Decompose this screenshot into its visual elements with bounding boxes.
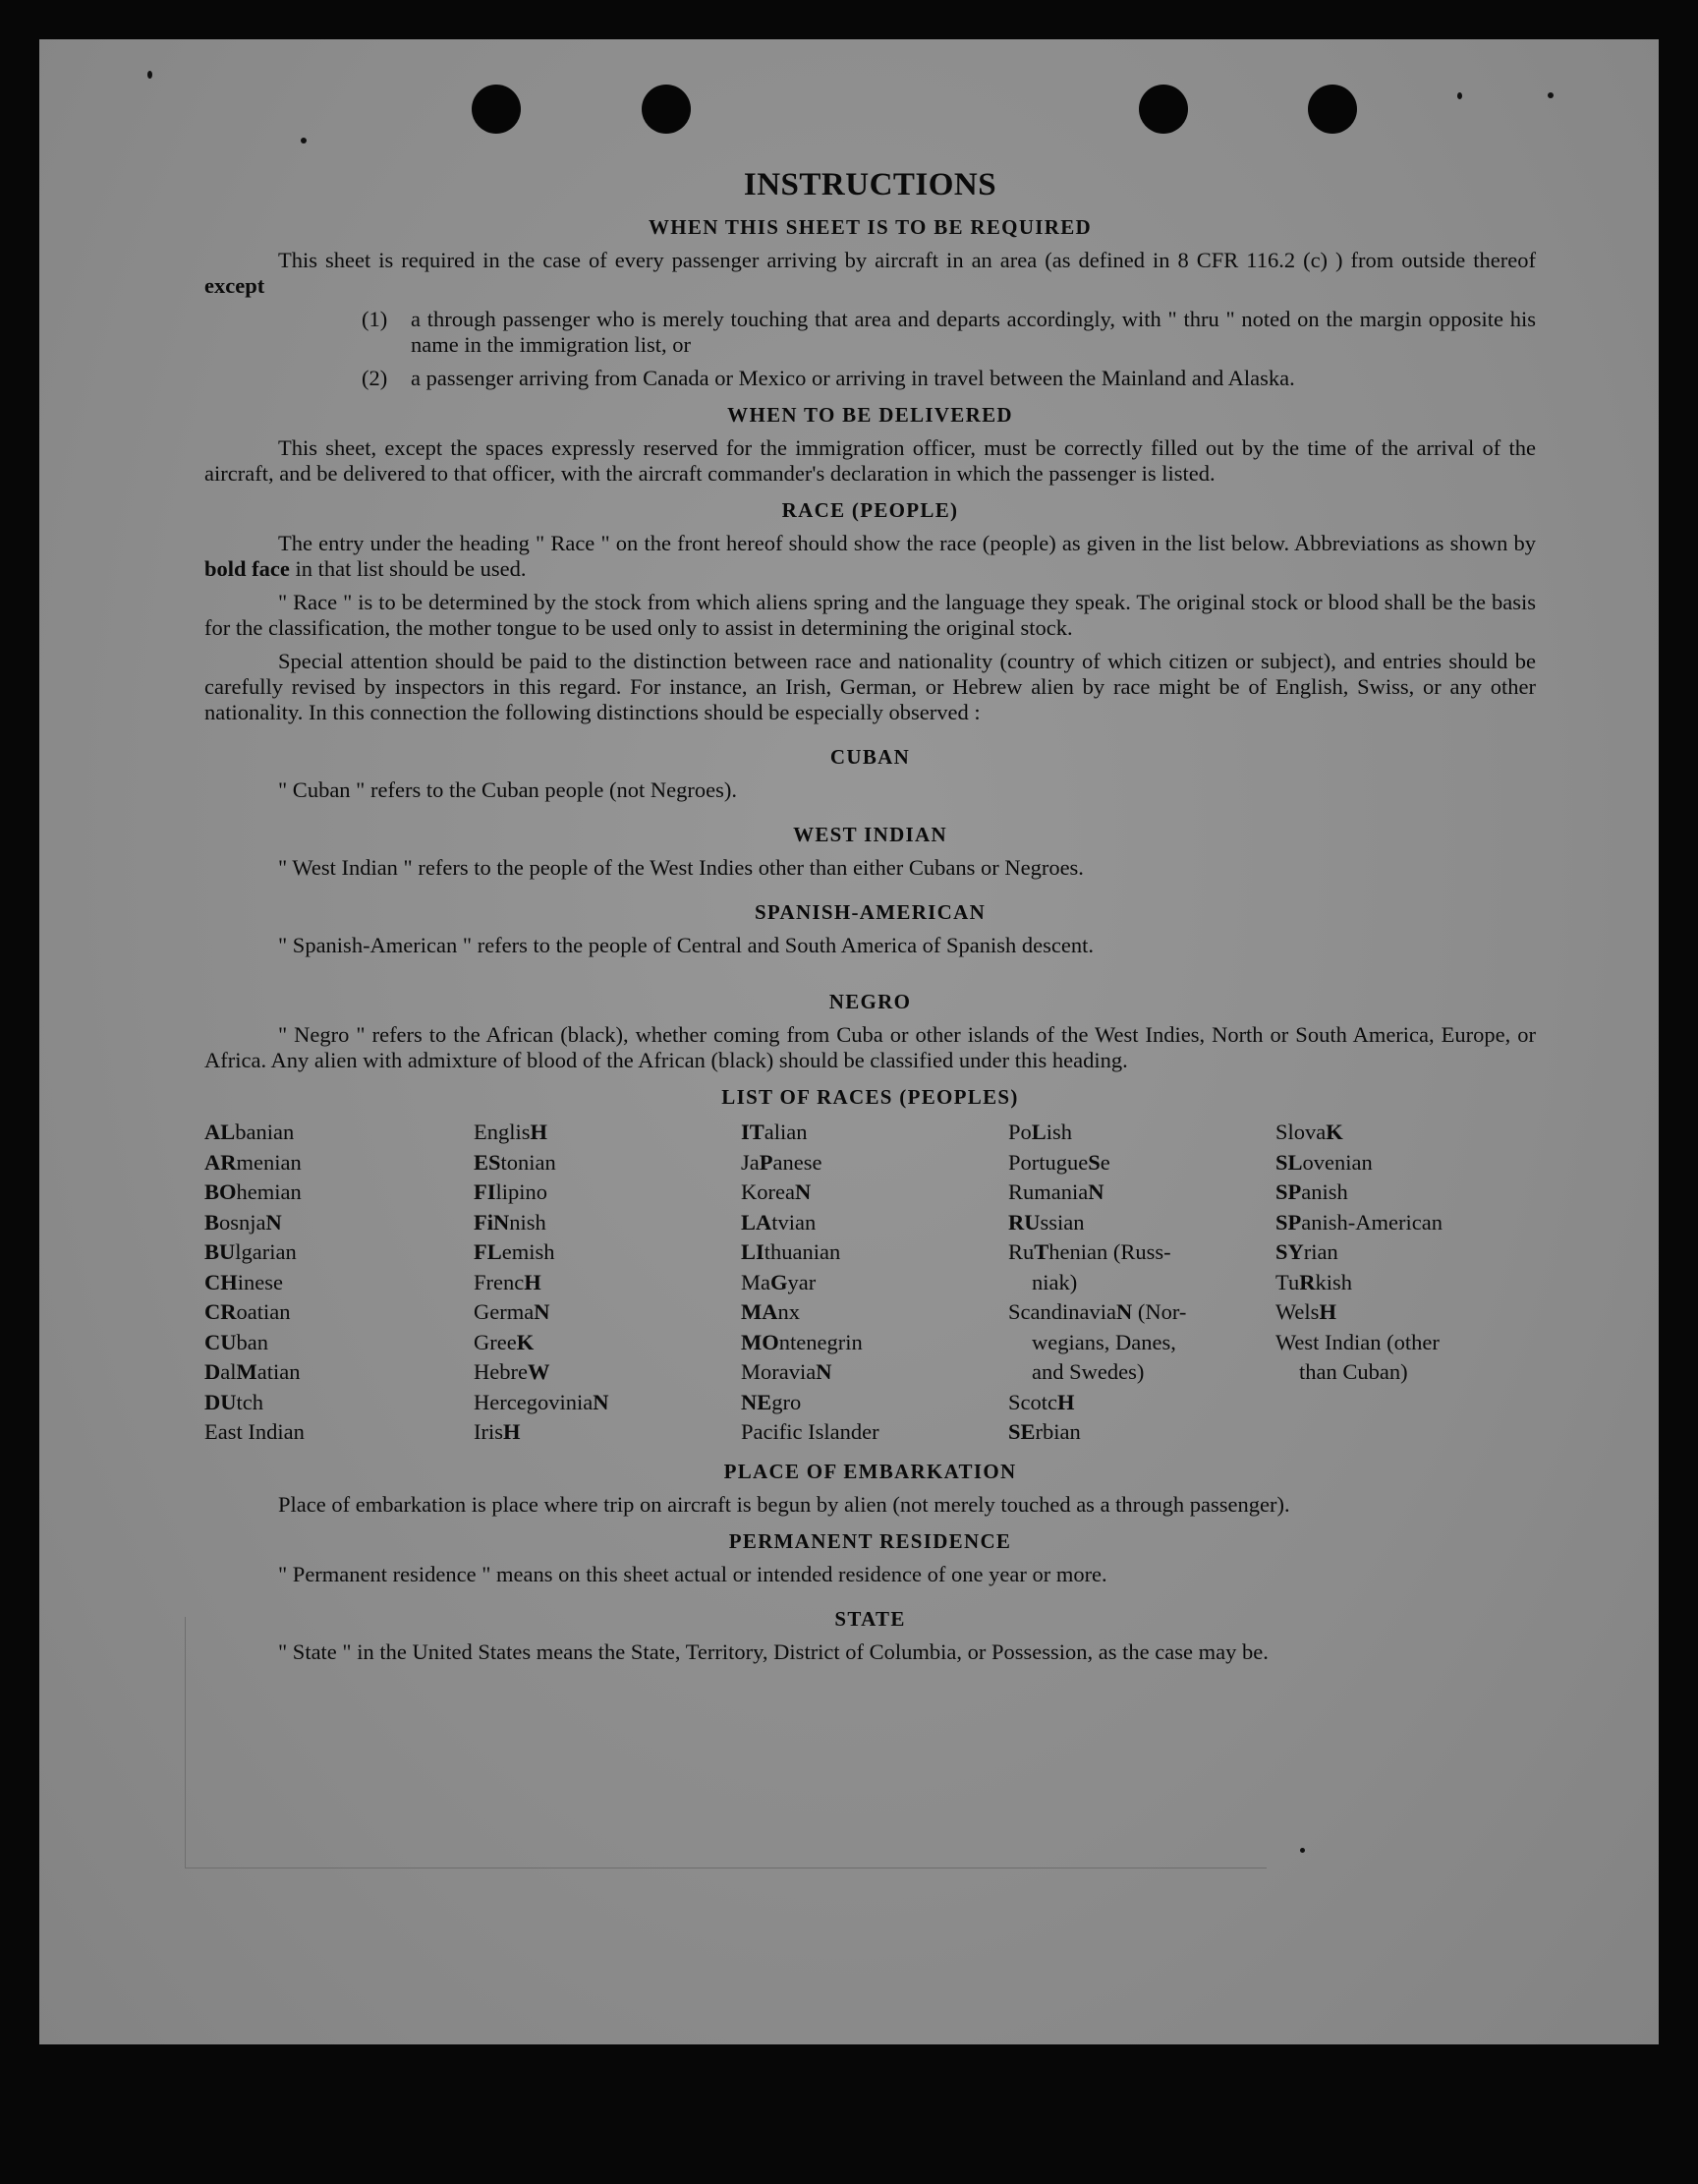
race-entry: ITalian [741,1120,808,1144]
race-entry: FiNnish [474,1209,546,1235]
race-entry: CRoatian [204,1299,291,1324]
race-entry: than Cuban) [1299,1359,1408,1384]
punch-hole [642,85,691,134]
paragraph-when-required: This sheet is required in the case of every passenger arriving by aircraft in an area (as defined in 8 CFR 116.2 (c) ) from outside thereof except [204,248,1536,298]
race-entry: niak) [1032,1269,1078,1294]
paragraph-west-indian: " West Indian " refers to the people of the West Indies other than either Cubans or Negroes. [278,855,1084,880]
heading-embarkation: PLACE OF EMBARKATION [723,1459,1017,1483]
race-entry: PortugueSe [1008,1149,1110,1175]
paragraph-residence: " Permanent residence " means on this sheet actual or intended residence of one year or more. [278,1561,1107,1586]
race-entry: EnglisH [474,1120,548,1144]
race-entry: wegians, Danes, [1032,1329,1176,1354]
race-entry: RumaniaN [1008,1179,1104,1204]
race-entry: SPanish [1275,1179,1348,1204]
speck [1457,92,1462,99]
punch-hole [472,85,521,134]
race-entry: ARmenian [204,1149,302,1175]
race-entry: East Indian [204,1419,305,1444]
race-entry: SLovenian [1275,1149,1373,1175]
race-entry: KoreaN [741,1179,812,1204]
race-entry: PoLish [1008,1120,1073,1144]
instructions-body [204,169,1536,1665]
race-entry: BOhemian [204,1179,302,1204]
race-entry: SYrian [1275,1239,1338,1264]
race-entry: SErbian [1008,1419,1081,1444]
race-entry: ScotcH [1008,1389,1075,1414]
paragraph-spanish-american: " Spanish-American " refers to the people of Central and South America of Spanish descent. [278,933,1095,957]
races-table [204,1118,1536,1448]
race-entry: SlovaK [1275,1120,1343,1144]
punch-hole [1308,85,1357,134]
race-entry: ScandinaviaN (Nor- [1008,1299,1187,1324]
heading-when-delivered: WHEN TO BE DELIVERED [727,403,1013,427]
race-entry: IrisH [474,1419,521,1444]
race-entry: FIlipino [474,1179,548,1204]
race-entry: Pacific Islander [741,1419,879,1444]
race-entry: FrencH [474,1269,541,1294]
race-entry: HercegoviniaN [474,1389,609,1414]
speck [147,71,152,79]
paragraph-cuban: " Cuban " refers to the Cuban people (not Negroes). [278,777,737,802]
document-page [39,39,1659,2044]
speck [1548,92,1554,98]
heading-negro: NEGRO [828,990,912,1013]
paragraph-when-delivered: This sheet, except the spaces expressly reserved for the immigration officer, must be correctly filled out by the time of the arrival of the aircraft, and be delivered to that officer, with the aircraft commander's declaration in which the passenger is listed. [204,435,1536,486]
heading-state: STATE [834,1606,906,1631]
heading-cuban: CUBAN [829,745,911,769]
races-column [474,1118,741,1448]
heading-residence: PERMANENT RESIDENCE [728,1528,1012,1553]
race-entry: BosnjaN [204,1209,282,1235]
heading-west-indian: WEST INDIAN [793,823,947,846]
race-entry: GreeK [474,1329,535,1354]
race-entry: SPanish-American [1275,1209,1443,1235]
heading-when-required: WHEN THIS SHEET IS TO BE REQUIRED [648,215,1092,239]
races-column [204,1118,474,1448]
race-entry: MAnx [741,1299,800,1324]
race-entry: DUtch [204,1389,263,1414]
heading-race: RACE (PEOPLE) [781,498,959,522]
race-entry: HebreW [474,1359,550,1384]
race-entry: FLemish [474,1239,555,1264]
race-entry: JaPanese [741,1149,822,1175]
race-entry: MOntenegrin [741,1329,863,1354]
race-entry: DalMatian [204,1359,301,1384]
races-column [1275,1118,1536,1448]
list-item: (1) a through passenger who is merely touching that area and departs accordingly, with " thru " noted on the margin opposite his name in the immigration list, or [362,307,1536,357]
race-entry: MoraviaN [741,1359,832,1384]
race-entry: MaGyar [741,1269,817,1294]
race-entry: TuRkish [1275,1269,1352,1294]
paragraph-embarkation: Place of embarkation is place where trip on aircraft is begun by alien (not merely touched as a through passenger). [278,1491,1290,1517]
race-entry: NEgro [741,1389,802,1414]
list-item: (2) a passenger arriving from Canada or Mexico or arriving in travel between the Mainland and Alaska. [362,366,1295,390]
race-entry: LIthuanian [741,1239,841,1264]
race-entry: and Swedes) [1032,1359,1145,1384]
race-entry: RUssian [1008,1209,1085,1235]
race-entry: EStonian [474,1149,556,1175]
race-entry: ALbanian [204,1120,295,1144]
speck [301,138,307,144]
race-entry: CHinese [204,1269,283,1294]
race-entry: WelsH [1275,1299,1336,1324]
races-column [741,1118,1008,1448]
race-entry: CUban [204,1329,268,1354]
heading-list-of-races: LIST OF RACES (PEOPLES) [721,1085,1019,1109]
race-entry: RuThenian (Russ- [1008,1239,1171,1264]
races-column [1008,1118,1275,1448]
heading-spanish-american: SPANISH-AMERICAN [754,900,987,924]
race-entry: BUlgarian [204,1239,297,1264]
paragraph-race-1: The entry under the heading " Race " on the front hereof should show the race (people) as given in the list below. Abbreviations as shown by bold face in that list should be used. [204,531,1536,581]
paragraph-race-2: " Race " is to be determined by the stock from which aliens spring and the language they speak. The original stock or blood shall be the basis for the classification, the mother tongue to be used only to assist in determining the original stock. [204,590,1536,640]
speck [1300,1848,1305,1853]
race-entry: LAtvian [741,1209,817,1235]
page-title: INSTRUCTIONS [743,167,997,202]
race-entry: GermaN [474,1299,550,1324]
punch-hole [1139,85,1188,134]
paragraph-negro: " Negro " refers to the African (black), whether coming from Cuba or other islands of the West Indies, North or South America, Europe, or Africa. Any alien with admixture of blood of the African (black) should be classified under this heading. [204,1022,1536,1072]
paragraph-race-3: Special attention should be paid to the distinction between race and nationality (country of which citizen or subject), and entries should be carefully revised by inspectors in this regard. For instance, an Irish, German, or Hebrew alien by race might be of English, Swiss, or any other nationality. In this connection the following distinctions should be especially observed : [204,649,1536,724]
paragraph-state: " State " in the United States means the State, Territory, District of Columbia, or Possession, as the case may be. [278,1638,1269,1664]
race-entry: West Indian (other [1275,1329,1440,1354]
